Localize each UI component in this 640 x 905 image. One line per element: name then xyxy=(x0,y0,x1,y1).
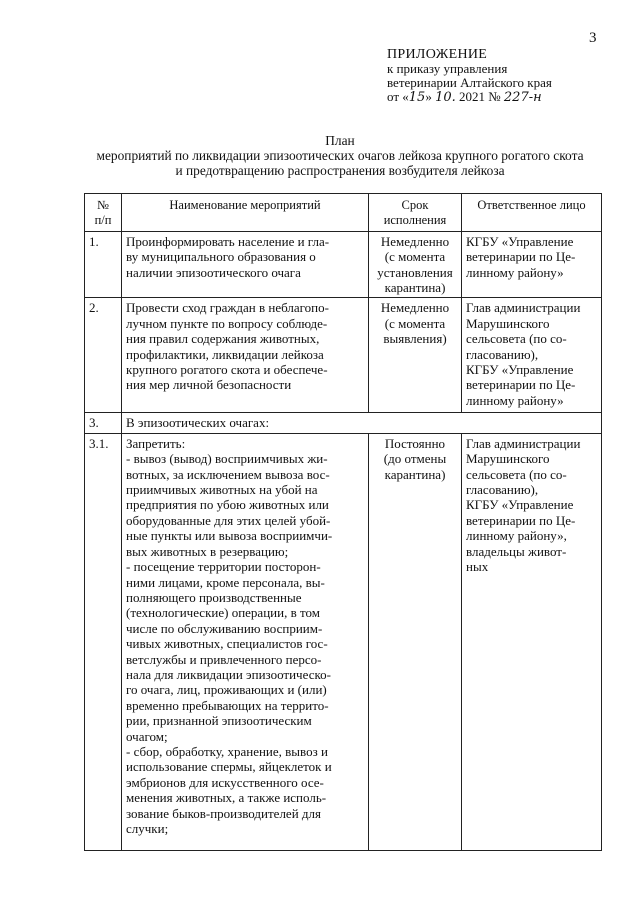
header-action: Наименование мероприятий xyxy=(122,194,369,232)
date-day-handwritten: 15 xyxy=(408,90,426,105)
appendix-line-1: к приказу управления xyxy=(387,61,508,76)
measures-table xyxy=(84,193,602,851)
row-action: Запретить: - вывоз (вывод) восприимчивых жи- вотных, за исключением вывоза вос- приимчивых животных на убой на предприятия по убою животных или оборудованные для этих целей убой- ные пункты или вывоза восприимчи- вых животных в резервацию; - посещение территории посторон- ними лицами, кроме персонала, вы- полняющего производственные (технологические) операции, в том числе по обслуживанию восприим- чивых животных, специалистов гос- ветслужбы и привлеченного персо- нала для ликвидации эпизоотическо- го очага, лиц, проживающих и (или) временно пребывающих на террито- рии, признанной эпизоотическим очагом; - сбор, обработку, хранение, вывоз и использование спермы, яйцеклеток и эмбрионов для искусственного осе- менения животных, а также исполь- зование быков-производителей для случки; xyxy=(122,433,369,850)
table-row xyxy=(85,231,602,298)
row-responsible: КГБУ «Управление ветеринарии по Це- линному району» xyxy=(462,231,602,298)
appendix-date-line xyxy=(387,90,552,105)
row-term: Немедленно (с момента установления карантина) xyxy=(369,231,462,298)
date-prefix: от « xyxy=(387,89,409,104)
date-year: 2021 № xyxy=(459,89,501,104)
row-number: 3. xyxy=(85,413,122,433)
appendix-title: ПРИЛОЖЕНИЕ xyxy=(387,47,488,62)
order-number-handwritten: 227-н xyxy=(503,90,542,105)
plan-title-line-3: и предотвращению распространения возбудителя лейкоза xyxy=(175,163,505,178)
row-number: 2. xyxy=(85,298,122,413)
row-action: Проинформировать население и гла- ву муниципального образования о наличии эпизоотического очага xyxy=(122,231,369,298)
appendix-line-2: ветеринарии Алтайского края xyxy=(387,75,552,90)
plan-title-line-2: мероприятий по ликвидации эпизоотических очагов лейкоза крупного рогатого скота xyxy=(96,148,584,163)
table-header-row xyxy=(85,194,602,232)
header-term: Срок исполнения xyxy=(369,194,462,232)
row-number: 3.1. xyxy=(85,433,122,850)
row-action: В эпизоотических очагах: xyxy=(122,413,602,433)
row-term: Немедленно (с момента выявления) xyxy=(369,298,462,413)
plan-title xyxy=(60,133,620,178)
appendix-header xyxy=(387,48,552,105)
page-number: 3 xyxy=(589,30,597,46)
row-term: Постоянно (до отмены карантина) xyxy=(369,433,462,850)
row-responsible: Глав администрации Марушинского сельсовета (по со- гласованию), КГБУ «Управление ветеринарии по Це- линному району» xyxy=(462,298,602,413)
date-mid: » xyxy=(425,89,432,104)
table-row xyxy=(85,413,602,433)
table-row xyxy=(85,433,602,850)
date-month-handwritten: 10. xyxy=(435,90,456,105)
plan-title-line-1: План xyxy=(325,133,355,148)
table-row xyxy=(85,298,602,413)
header-no: № п/п xyxy=(85,194,122,232)
row-number: 1. xyxy=(85,231,122,298)
row-action: Провести сход граждан в неблагопо- лучном пункте по вопросу соблюде- ния правил содержания животных, профилактики, ликвидации лейкоза крупного рогатого скота и обеспече- ния мер личной безопасности xyxy=(122,298,369,413)
header-responsible: Ответственное лицо xyxy=(462,194,602,232)
row-responsible: Глав администрации Марушинского сельсовета (по со- гласованию), КГБУ «Управление ветеринарии по Це- линному району», владельцы живот- ных xyxy=(462,433,602,850)
